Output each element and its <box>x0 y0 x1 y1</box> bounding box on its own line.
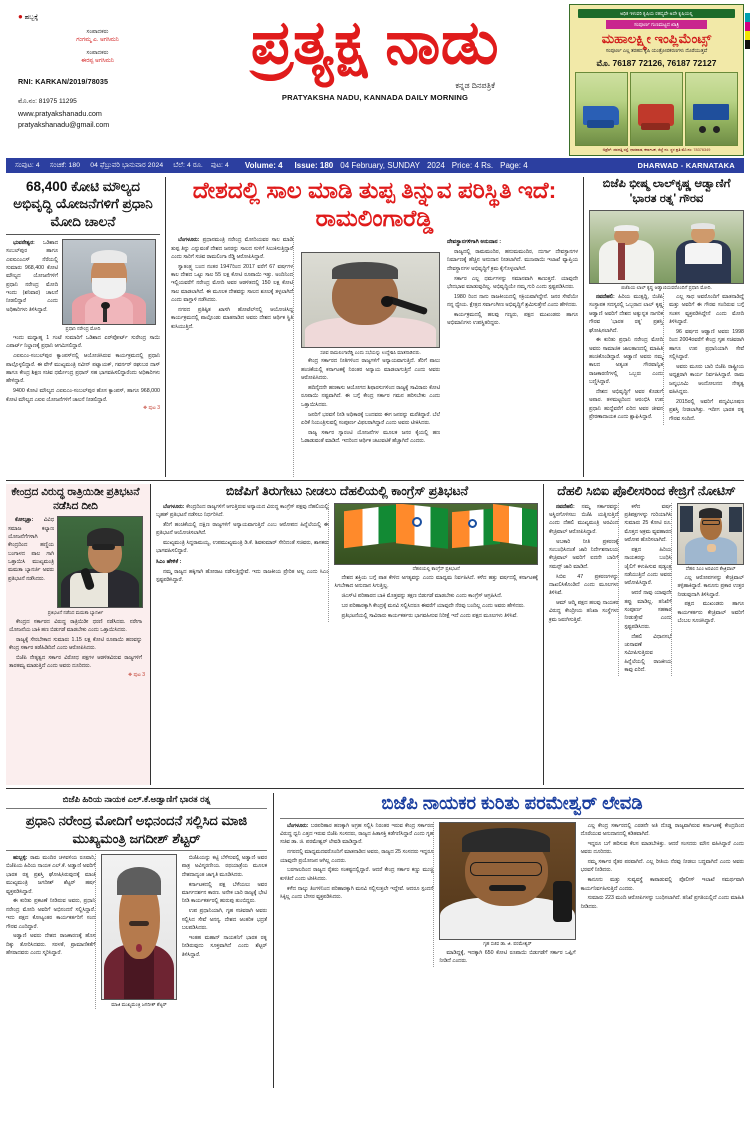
headline-congress-protest: ಬಿಜೆಪಿಗೆ ತಿರುಗೇಟು ನೀಡಲು ದೆಹಲಿಯಲ್ಲಿ ಕಾಂಗ್ರೆಸ್ ಪ್ರತಿಭಟನೆ <box>225 484 469 498</box>
body-congress-col2 <box>334 503 538 622</box>
headline-shettar-kicker: ಬಿಜೆಪಿ ಹಿರಿಯ ನಾಯಕ ಎಲ್.ಕೆ.ಅಡ್ವಾಣಿಗೆ ಭಾರತ ರತ್ನ <box>62 794 211 804</box>
info-volume-kn: ಸಂಪುಟ: 4 <box>15 161 40 169</box>
caption-modi-advani: ಬಿಜೆಪಿಯ ಲಾಲ್ ಕೃಷ್ಣ ಆಡ್ವಾಣಿಯವರೊಂದಿಗೆ ಪ್ರಧಾನಿ ಮೋದಿ. <box>621 285 712 291</box>
body-advani-col1 <box>589 293 664 424</box>
end-mark-mamata: ❖ ಪುಟ 3 <box>128 672 145 679</box>
body-kejriwal-p5: ಕಳೆದ ವರ್ಷ ಪ್ರತಿಪಕ್ಷಗಳನ್ನು ಗುರಿಯಾಗಿಸಿ ಸುಮಾರು 25 ಕೋಟಿ ರೂ. ಮೊತ್ತದ ಅಕ್ರಮ ವ್ಯವಹಾರದ ಆರೋಪ ಹೊರಿಸಲಾಗಿದೆ. <box>624 503 672 544</box>
bullet-icon: ● <box>18 12 23 21</box>
body-reddy-p6: ಜನರಿಗೆ ಭರವಸೆ ನೀಡಿ ಅಧಿಕಾರಕ್ಕೆ ಬಂದವರು ಈಗ ಜನರನ್ನು ಮರೆತಿದ್ದಾರೆ. ಬೆಲೆ ಏರಿಕೆ ನಿಯಂತ್ರಿಸುವಲ್ಲಿ ಸಂಪೂರ್ಣ ವಿಫಲರಾಗಿದ್ದಾರೆ ಎಂದು ಅವರು ಟೀಕಿಸಿದರು. <box>301 411 441 426</box>
body-advani-p5: 96 ವರ್ಷದ ಆಡ್ವಾಣಿ ಅವರು 1998 ರಿಂದ 2004ರವರೆಗೆ ಕೇಂದ್ರ ಗೃಹ ಸಚಿವರಾಗಿ ಹಾಗೂ ಉಪ ಪ್ರಧಾನಿಯಾಗಿ ಸೇವೆ ಸಲ್ಲಿಸಿದ್ದಾರೆ. <box>669 329 744 361</box>
photo-congress-flags <box>334 503 538 565</box>
photo-modi-advani <box>589 210 744 284</box>
ad-product-photos <box>572 72 741 146</box>
editor-label-1: ಸಂಪಾದಕರು <box>86 29 109 35</box>
body-reddy-col3 <box>447 236 578 477</box>
body-parameshwar-p9: ಕಾನೂನು ಮತ್ತು ಸುವ್ಯವಸ್ಥೆ ಕಾಪಾಡುವಲ್ಲಿ ಪೊಲೀಸ್ ಇಲಾಖೆ ಸಮರ್ಥವಾಗಿ ಕಾರ್ಯನಿರ್ವಹಿಸುತ್ತಿದೆ ಎಂದರು. <box>580 877 744 892</box>
body-shettar-p3: ಅಡ್ವಾಣಿ ಅವರು ದೇಶದ ರಾಜಕಾರಣಕ್ಕೆ ಹೊಸ ದಿಕ್ಕು ತೋರಿಸಿದವರು. ಸರಳತೆ, ಪ್ರಾಮಾಣಿಕತೆಗೆ ಹೆಸರಾದವರು ಎಂದು ಸ್ಮರಿಸಿದ್ದಾರೆ. <box>6 933 96 957</box>
body-parameshwar-p2: ನಗರದಲ್ಲಿ ಮಾಧ್ಯಮದವರೊಂದಿಗೆ ಮಾತನಾಡಿದ ಅವರು, ರಾಜ್ಯದ 25 ಸಂಸದರು ಇದ್ದರೂ ಯಾವುದೇ ಪ್ರಯೋಜನ ಆಗಿಲ್ಲ ಎಂದರು. <box>280 849 434 864</box>
body-congress-p1: ಕೇಂದ್ರದಿಂದ ರಾಜ್ಯಗಳಿಗೆ ಆಗುತ್ತಿರುವ ಅನ್ಯಾಯದ ವಿರುದ್ಧ ಕಾಂಗ್ರೆಸ್ ಪಕ್ಷವು ದೆಹಲಿಯಲ್ಲಿ ಬೃಹತ್ ಪ್ರತಿಭಟನೆ ನಡೆಸಲು ನಿರ್ಧರಿಸಿದೆ. <box>156 503 329 518</box>
body-parameshwar-p7: ಇದ್ದರೂ ಬಗೆ ಹರಿಸುವ ಕೆಲಸ ಮಾಡಬೇಕಿತ್ತು. ಆದರೆ ಸಂಸದರು ಮೌನ ವಹಿಸಿದ್ದಾರೆ ಎಂದು ಅವರು ದೂರಿದರು. <box>580 840 744 856</box>
body-modi-p3: ಎಐಐಎಂ-ಸಂಬಲ್‌ಪುರ ಕ್ಯಾಂಪಸ್‌ನಲ್ಲಿ ಆಯೋಜಿಸಿರುವ ಕಾರ್ಯಕ್ರಮದಲ್ಲಿ ಪ್ರಧಾನಿ ಪಾಲ್ಗೊಳ್ಳಲಿದ್ದಾರೆ. ಈ ವೇಳೆ ಮುಖ್ಯಮಂತ್ರಿ ನವೀನ್ ಪಟ್ನಾಯಕ್, ಗವರ್ನರ್ ರಘುಬರ ದಾಸ್ ಹಾಗೂ ಕೇಂದ್ರ ಶಿಕ್ಷಣ ಸಚಿವ ಧರ್ಮೇಂದ್ರ ಪ್ರಧಾನ್ ಸಹ ಭಾಗವಹಿಸಲಿದ್ದಾರೆಂದು ಅಧಿಕಾರಿಗಳು ಹೇಳಿದ್ದಾರೆ. <box>6 353 160 385</box>
ad-banner-green: ಅಧಿಕ ಇಳುವರಿ ಕೃಷಿಯ ರಹಸ್ಯವೇ ಅದೇ ಕೃಷಿಯಲ್ಲಿ <box>578 9 735 18</box>
body-kejriwal-p7: ಆದರೆ ನಾವು ಯಾವುದೇ ತಪ್ಪು ಮಾಡಿಲ್ಲ. ತನಿಖೆಗೆ ಸಂಪೂರ್ಣ ಸಹಕಾರ ನೀಡುತ್ತೇವೆ ಎಂದು ಸ್ಪಷ್ಟಪಡಿಸಿದರು. <box>624 590 672 630</box>
body-mamata-p1: ವಿವಿಧ ಸಮಾಜ ಕಲ್ಯಾಣ ಯೋಜನೆಗೆಗಳಾಗಿ ಕೇಂದ್ರದಿಂದ ಹಣ್ಣಿಯ ಬಂಗಾಳದ ಪಾಲ ಗಾಗಿ ಒತ್ತಾಯಿಸಿ ಮುಖ್ಯಮಂತ್ರಿ ಮಮತಾ ಬ್ಯಾನರ್ಜಿ ಅವರು ಪ್ರತಿಭಟನೆ ನಡೆಸಿದರು. <box>8 517 54 582</box>
dateline-hubballi: ಹುಬ್ಬಳ್ಳಿ: <box>13 855 28 862</box>
body-reddy-p11: ಕಾರ್ಯಕ್ರಮದಲ್ಲಿ ಹಲವು ಗಣ್ಯರು, ಪಕ್ಷದ ಮುಖಂಡರು ಹಾಗೂ ಅಭಿಮಾನಿಗಳು ಉಪಸ್ಥಿತರಿದ್ದರು. <box>447 312 578 327</box>
body-parameshwar-p1: ಬರಪರಿಹಾರ ಹಣಕ್ಕಾಗಿ ಅಗ್ರಹ ಸಲ್ಲಿಸಿ ನಿರಂತರ ಇರುವ ಕೇಂದ್ರ ಸರ್ಕಾರದ ವಿರುದ್ಧ ಧ್ವನಿ ಎತ್ತದ ಇರುವ ಬಿಜೆಪಿ ಸಂಸದರು, ರಾಜ್ಯದ ಹಿತಾಸಕ್ತಿ ಕಡೆಗಣಿಸಿದ್ದಾರೆ ಎಂದು ಗೃಹ ಸಚಿವ ಡಾ. ಜಿ. ಪರಮೇಶ್ವರ್ ಲೇವಡಿ ಮಾಡಿದ್ದಾರೆ. <box>280 822 434 846</box>
article-parameshwar <box>274 793 744 1088</box>
info-page-kn: ಪುಟ: 4 <box>210 161 229 169</box>
cmyk-registration-marks <box>745 13 750 49</box>
caption-ramalinga-reddy: ಸಚಿವ ರಾಮಲಿಂಗಾರೆಡ್ಡಿ ಎಂದು ಸಭೆಯನ್ನು ಉದ್ದೇಶಿಸಿ ಮಾತನಾಡಿದರು. <box>320 349 421 355</box>
contact-website[interactable]: www.pratyakshanadu.com <box>18 108 102 118</box>
body-mamata-p2: ಕೇಂದ್ರದ ಸರ್ಕಾರದ ವಿರುದ್ಧ ರಾತ್ರಿಯಿಡೀ ಧರಣಿ ನಡೆಸಿದರು. ನರೇಗಾ ಯೋಜನೆಯ ಬಾಕಿ ಹಣ ಬಿಡುಗಡೆ ಮಾಡಬೇಕು ಎಂದು ಒತ್ತಾಯಿಸಿದರು. <box>9 618 142 633</box>
body-reddy-p9: ಸರ್ಕಾರ ಎಲ್ಲ ಧರ್ಮಗಳನ್ನು ಸಮಾನವಾಗಿ ಕಾಣುತ್ತದೆ. ಯಾವುದೇ ಭೇದಭಾವ ಮಾಡುವುದಿಲ್ಲ. ಅಭಿವೃದ್ಧಿಯೇ ನಮ್ಮ ಗುರಿ ಎಂದು ಸ್ಪಷ್ಟಪಡಿಸಿದರು. <box>447 275 578 290</box>
end-mark: ❖ ಪುಟ 3 <box>143 405 160 412</box>
body-parameshwar-p3: ಬರಗಾಲದಿಂದ ರಾಜ್ಯದ ರೈತರು ಸಂಕಷ್ಟದಲ್ಲಿದ್ದಾರೆ. ಆದರೆ ಕೇಂದ್ರ ಸರ್ಕಾರ ಕಣ್ಣು ಮುಚ್ಚಿ ಕುಳಿತಿದೆ ಎಂದು ಟೀಕಿಸಿದರು. <box>280 867 434 882</box>
subhead-temple-funds: ದೇವಸ್ಥಾನಗಳಿಗಾಗಿ ಅನುದಾನ : <box>447 239 502 246</box>
contact-phone: ಮೊ.ನಂ: 81975 11295 <box>18 97 77 105</box>
body-reddy-col2 <box>301 357 440 445</box>
photo-jagadish-shettar <box>101 854 176 1000</box>
contact-email[interactable]: pratyakshanadu@gmail.com <box>18 120 110 130</box>
body-advani-p4: ಎಲ್ಲ ಸಾಧ ಅವರೊಂದಿಗೆ ಮಾತನಾಡಿದ್ದೆ ಮತ್ತು ಅವರಿಗೆ ಈ ಗೌರವ ಸಂದಿರುವ ಬಗ್ಗೆ ಸಂತಸ ವ್ಯಕ್ತಪಡಿಸಿದ್ದೇನೆ ಎಂದು ಮೋದಿ ತಿಳಿಸಿದ್ದಾರೆ. <box>669 294 744 326</box>
ad-photo-trailer <box>685 72 738 146</box>
info-page: Page: 4 <box>500 161 528 170</box>
info-issue-kn: ಸಂಚಿಕೆ: 180 <box>49 161 81 169</box>
ad-tagline: ಸಂಪೂರ್ಣ ಎಲ್ಲ ತರಹದ ಕೃಷಿ ಯಂತ್ರೋಪಕರಣಗಳು ದೊರೆಯುತ್ತವೆ <box>605 49 708 55</box>
masthead <box>6 4 744 156</box>
body-mamata <box>6 618 145 671</box>
article-shettar-congratulation <box>6 793 274 1088</box>
body-modi-projects <box>6 334 160 404</box>
body-advani-p1: ಹಿರಿಯ ಮುತ್ಸದ್ದಿ, ಬಿಜೆಪಿ ಸಂಸ್ಥಾಪಕ ಸದಸ್ಯರಲ್ಲಿ ಒಬ್ಬರಾದ ಲಾಲ್ ಕೃಷ್ಣ ಆಡ್ವಾಣಿ ಅವರಿಗೆ ದೇಶದ ಅತ್ಯುನ್ನತ ನಾಗರಿಕ ಗೌರವ 'ಭಾರತ ರತ್ನ' ಪ್ರಶಸ್ತಿ ಘೋಷಿಸಲಾಗಿದೆ. <box>589 294 664 334</box>
photo-ramalinga-reddy <box>301 252 440 348</box>
ad-photo-plough <box>575 72 628 146</box>
body-kejriwal-p1: ನಮ್ಮ ಸರ್ಕಾರವನ್ನು ಅಸ್ಥಿರಗೊಳಿಸಲು ಬಿಜೆಪಿ ಯತ್ನಿಸುತ್ತಿದೆ ಎಂದು ದೆಹಲಿ ಮುಖ್ಯಮಂತ್ರಿ ಅರವಿಂದ ಕೇಜ್ರಿವಾಲ್ ಆರೋಪಿಸಿದ್ದಾರೆ. <box>549 503 619 535</box>
body-kejriwal-p6: ಪಕ್ಷದ ಹಿರಿಯ ನಾಯಕರನ್ನು ಬಂಧಿಸಿ ಜೈಲಿಗೆ ಕಳುಹಿಸುವ ಷಡ್ಯಂತ್ರ ನಡೆಯುತ್ತಿದೆ ಎಂದು ಅವರು ಆರೋಪಿಸಿದ್ದಾರೆ. <box>624 546 672 587</box>
ad-banner-pink: ಸಂಪೂರ್ಣ ಗುಣಮಟ್ಟದ ಖಾತ್ರಿ <box>606 20 707 29</box>
body-kejriwal-col3 <box>677 503 744 676</box>
body-parameshwar-p5: ಮಾಡಿದ್ದಕ್ಕೆ, ಇದಕ್ಕಾಗಿ 650 ಕೋಟಿ ರೂಪಾಯಿ ಬಿಡುಗಡೆಗೆ ಸರ್ಕಾರ ಒಪ್ಪಿಗೆ ನೀಡಿದೆ ಎಂದರು. <box>439 949 576 965</box>
photo-mamata <box>57 516 143 608</box>
body-advani-p7: 2015ರಲ್ಲಿ ಅವರಿಗೆ ಪದ್ಮವಿಭೂಷಣ ಪ್ರಶಸ್ತಿ ನೀಡಲಾಗಿತ್ತು. ಇದೀಗ ಭಾರತ ರತ್ನ ಗೌರವ ಸಂದಿದೆ. <box>669 398 744 422</box>
photo-parameshwar <box>439 822 575 940</box>
body-reddy-p1: ಪ್ರಧಾನಮಂತ್ರಿ ನರೇಂದ್ರ ಮೋದಿಯವರ ಸಾಲ ಮಾಡಿ ತುಪ್ಪ ತಿನ್ನು ಎನ್ನುವಂತೆ ದೇಶದ ಜನರನ್ನು ಸಾಲದ ಸುಳಿಗೆ ಸಿಲುಕಿಸುತ್ತಿದ್ದಾರೆ ಎಂದು ಸಾರಿಗೆ ಸಚಿವ ರಾಮಲಿಂಗಾ ರೆಡ್ಡಿ ಆರೋಪಿಸಿದ್ದಾರೆ. <box>171 237 294 260</box>
article-congress-protest <box>151 484 544 785</box>
body-congress-p4: ನಮ್ಮ ರಾಜ್ಯದ ಹಕ್ಕಿಗಾಗಿ ಹೋರಾಟ ನಡೆಸುತ್ತಿದ್ದೇವೆ. ಇದು ರಾಜಕೀಯ ಪ್ರೇರಿತ ಅಲ್ಲ ಎಂದು ಸಿಎಂ ಸ್ಪಷ್ಟಪಡಿಸಿದ್ದಾರೆ. <box>156 568 329 583</box>
body-reddy-p5: ಹದಿನೈದನೇ ಹಣಕಾಸು ಆಯೋಗದ ಶಿಫಾರಸುಗಳಿಂದ ರಾಜ್ಯಕ್ಕೆ ಸಾವಿರಾರು ಕೋಟಿ ರೂಪಾಯಿ ನಷ್ಟವಾಗಿದೆ. ಈ ಬಗ್ಗೆ ಕೇಂದ್ರ ಸರ್ಕಾರ ಗಮನ ಹರಿಸಬೇಕು ಎಂದು ಒತ್ತಾಯಿಸಿದರು. <box>301 385 441 408</box>
editor-label-2: ಸಂಪಾದಕರು <box>86 50 109 57</box>
dateline-bengaluru-congress: ಬೆಂಗಳೂರು: <box>163 503 185 510</box>
body-kejriwal-col1 <box>549 503 619 676</box>
editor-credit-2 <box>18 50 177 65</box>
body-congress-p6: ಜಿಎಸ್‌ಟಿ ಪರಿಹಾರದ ಬಾಕಿ ಮೊತ್ತವನ್ನು ತಕ್ಷಣ ಬಿಡುಗಡೆ ಮಾಡಬೇಕು ಎಂದು ಕಾಂಗ್ರೆಸ್ ಆಗ್ರಹಿಸಿದೆ. <box>341 593 503 600</box>
info-price-kn: ಬೆಲೆ: 4 ರೂ. <box>173 161 203 169</box>
body-advani-p3: ದೇಶದ ಅಭಿವೃದ್ಧಿಗೆ ಅವರ ಕೊಡುಗೆ ಅಪಾರ. ತಳಮಟ್ಟದಿಂದ ಆರಂಭಿಸಿ ಉಪ ಪ್ರಧಾನಿ ಹುದ್ದೆವರೆಗೆ ಏರಿದ ಅವರ ಜೀವನ ಪ್ರೇರಣಾದಾಯಕ ಎಂದು ಶ್ಲಾಘಿಸಿದ್ದಾರೆ. <box>589 389 664 421</box>
dateline-bengaluru-reddy: ಬೆಂಗಳೂರು: <box>178 237 200 244</box>
body-congress-p3: ಮುಖ್ಯಮಂತ್ರಿ ಸಿದ್ದರಾಮಯ್ಯ, ಉಪಮುಖ್ಯಮಂತ್ರಿ ಡಿ.ಕೆ. ಶಿವಕುಮಾರ್ ಸೇರಿದಂತೆ ಸಚಿವರು, ಶಾಸಕರು ಭಾಗವಹಿಸಲಿದ್ದಾರೆ. <box>156 540 329 555</box>
body-kejriwal-p10: ಪಕ್ಷದ ಮುಖಂಡರು ಹಾಗೂ ಕಾರ್ಯಕರ್ತರು ಕೇಜ್ರಿವಾಲ್ ಅವರಿಗೆ ಬೆಂಬಲ ಸೂಚಿಸಿದ್ದಾರೆ. <box>677 601 744 625</box>
dateline-kolkata: ಕೋಲ್ಕತ್ತಾ: <box>15 517 34 524</box>
info-volume: Volume: 4 <box>244 161 283 170</box>
headline-kejriwal-notice: ದೆಹಲಿ ಸಿಬಿಐ ಪೊಲೀಸರಿಂದ ಕೇಜ್ರಿಗೆ ನೋಟಿಸ್ <box>557 484 736 498</box>
body-congress-text2 <box>334 574 538 620</box>
body-reddy-p3: ನಗರದ ಪ್ರತಿಷ್ಠಿತ ಖಾಸಗಿ ಹೋಟೆಲ್‌ನಲ್ಲಿ ಆಯೋಜಿಸಿದ್ದ ಕಾರ್ಯಕ್ರಮದಲ್ಲಿ ಪಾಲ್ಗೊಂಡು ಮಾತನಾಡಿದ ಅವರು ದೇಶದ ಆರ್ಥಿಕ ಸ್ಥಿತಿ ಕುಸಿಯುತ್ತಿದೆ. <box>171 307 294 330</box>
body-parameshwar-p4: ಕಳೆದ ನಾಲ್ಕು ತಿಂಗಳಿನಿಂದ ಪರಿಹಾರಕ್ಕಾಗಿ ಮನವಿ ಸಲ್ಲಿಸುತ್ತಲೇ ಇದ್ದೇವೆ. ಆದರೂ ಸ್ಪಂದನೆ ಸಿಕ್ಕಿಲ್ಲ ಎಂದು ಬೇಸರ ವ್ಯಕ್ತಪಡಿಸಿದರು. <box>280 885 434 900</box>
photo-kejriwal <box>677 503 744 565</box>
newspaper-logo: ಪ್ರತ್ಯಕ್ಷ ನಾಡು <box>250 9 500 76</box>
masthead-left-info <box>6 4 181 156</box>
info-place: DHARWAD - KARNATAKA <box>637 161 735 170</box>
caption-kejriwal: ದೆಹಲಿ ಸಿಎಂ ಅರವಿಂದ ಕೇಜ್ರಿವಾಲ್ <box>685 566 736 572</box>
body-advani-col2 <box>669 293 744 424</box>
star-note-text: ಹಬ್ಬಕ್ಕೆ <box>24 14 39 21</box>
article-ramalinga-reddy <box>166 177 584 477</box>
body-reddy-p8: ರಾಜ್ಯದಲ್ಲಿ ರಾಮಮಂದಿರ, ಹನುಮಮಂದಿರ, ದುರ್ಗಾ ದೇವಸ್ಥಾನಗಳ ನಿರ್ಮಾಣಕ್ಕೆ ಹೆಚ್ಚಿನ ಅನುದಾನ ನೀಡಲಾಗಿದೆ. ಮುಜರಾಯಿ ಇಲಾಖೆ ವ್ಯಾಪ್ತಿಯ ದೇವಸ್ಥಾನಗಳ ಅಭಿವೃದ್ಧಿಗೆ ಕ್ರಮ ಕೈಗೊಳ್ಳಲಾಗಿದೆ. <box>447 249 578 272</box>
ad-footer-address: ಅಡ್ರೆಸ್: ಸವದತ್ತಿ ರಸ್ತೆ, ಧಾರವಾಡ, ಕರ್ನಾಟಕ, ಜಿಲ್ಲೆ ನಂ. ಸ್ಥಳ ಪ್ರತಿ ಮೊ.ನಂ: 78376349 <box>572 146 741 153</box>
body-parameshwar-col2 <box>581 822 744 967</box>
body-parameshwar-under-photo <box>439 949 575 966</box>
dateline-bengaluru-parameshwar: ಬೆಂಗಳೂರು: <box>287 822 309 829</box>
masthead-star-note <box>18 12 177 22</box>
body-modi-p4: 9400 ಕೋಟಿ ಮೌಲ್ಯದ ಎಐಐಎಂ-ಸಂಬಲ್‌ಪುರ ಹೊಸ ಕ್ಯಾಂಪಸ್, ಹಾಗೂ 968,000 ಕೋಟಿ ಮೌಲ್ಯದ ಎಐಐ ಯೋಜನೆಗಳಿಗೆ ಚಾಲನೆ ನೀಡಲಿದ್ದಾರೆ. <box>6 388 160 403</box>
caption-parameshwar: ಗೃಹ ಸಚಿವ ಡಾ. ಜಿ. ಪರಮೇಶ್ವರ್ <box>483 941 532 947</box>
info-price: Price: 4 Rs. <box>451 161 494 170</box>
article-modi-projects <box>6 177 166 477</box>
body-reddy-p10: 1980 ರಿಂದ ನಾನು ರಾಜಕೀಯದಲ್ಲಿ ಸಕ್ರಿಯವಾಗಿದ್ದೇನೆ. ಜನರ ಸೇವೆಯೇ ನನ್ನ ಧ್ಯೇಯ. ಕ್ಷೇತ್ರದ ಸರ್ವಾಂಗೀಣ ಅಭಿವೃದ್ಧಿಗೆ ಶ್ರಮಿಸುತ್ತೇನೆ ಎಂದು ಹೇಳಿದರು. <box>447 293 578 309</box>
section-middle <box>6 480 744 785</box>
section-top <box>6 177 744 477</box>
headline-mamata-protest: ಕೇಂದ್ರದ ವಿರುದ್ಧ ರಾತ್ರಿಯಿಡೀ ಪ್ರತಿಭಟನೆ ನಡೆಸಿದ ದೀದಿ <box>11 486 140 512</box>
subhead-cm-statement: ಸಿಎಂ ಹೇಳಿಕೆ : <box>156 558 182 565</box>
body-shettar-p7: ಇಂತಹ ಮಹಾನ್ ನಾಯಕನಿಗೆ ಭಾರತ ರತ್ನ ನೀಡಿರುವುದು ಸೂಕ್ತವಾಗಿದೆ ಎಂದು ಶೆಟ್ಟರ್ ತಿಳಿಸಿದ್ದಾರೆ. <box>181 934 268 958</box>
body-congress-p8: ಪ್ರತಿಭಟನೆಯಲ್ಲಿ ಸಾವಿರಾರು ಕಾರ್ಯಕರ್ತರು ಭಾಗವಹಿಸುವ ನಿರೀಕ್ಷೆ ಇದೆ ಎಂದು ಪಕ್ಷದ ಮೂಲಗಳು ತಿಳಿಸಿವೆ. <box>341 612 518 619</box>
body-congress-p5: ದೇಶದ ಶಕ್ತಿಯ ಬಗ್ಗೆ ಪಾತ ಕೇಳಿದ ಅಗತ್ಯವನ್ನು ಎಂದು ಮಾಧ್ಯಮ ನಿರ್ವಹಿಸಿದೆ. ಕಳೆದ ಹತ್ತು ವರ್ಷದಲ್ಲಿ ಕರ್ನಾಟಕಕ್ಕೆ ಸಿಗಬೇಕಾದ ಅನುದಾನ ಸಿಗುತ್ತಿಲ್ಲ. <box>334 574 538 590</box>
editor-name-2: ಈರಪ್ಪ ಅಗಸಿಮನಿ <box>81 57 114 64</box>
editor-name-1: ಗಂಗಮ್ಮ ಎ. ಅಗಸಿಮನಿ <box>76 36 119 43</box>
info-issue: Issue: 180 <box>294 161 334 170</box>
masthead-subtitle-kannada: ಕನ್ನಡ ದಿನಪತ್ರಿಕೆ <box>455 80 495 90</box>
rni-number: RNI: KARKAN/2019/78035 <box>18 76 109 86</box>
section-bottom <box>6 788 744 1088</box>
article-mamata-protest <box>6 484 151 785</box>
body-mamata-p4: ಬಿಜೆಪಿ ನೇತೃತ್ವದ ಸರ್ಕಾರ ವಿರೋಧ ಪಕ್ಷಗಳ ಆಡಳಿತವಿರುವ ರಾಜ್ಯಗಳಿಗೆ ತಾರತಮ್ಯ ಮಾಡುತ್ತಿದೆ ಎಂದು ಅವರು ದೂರಿದರು. <box>9 654 142 670</box>
dateline-bhubaneswar: ಭುವನೇಶ್ವರ: <box>13 239 35 246</box>
body-modi-p2: ಇಂದು ಮಧ್ಯಾಹ್ನ 1 ಗಂಟೆ ಸುಮಾರಿಗೆ ಒಡಿಶಾದ ಏರ್‌ಪೋರ್ಟ್ ಸುರೇಂದ್ರ ಸಾಯಿ ಎಪಾರ್ಟ್ ನಿಲ್ದಾಣಕ್ಕೆ ಪ್ರಧಾನಿ ಆಗಮಿಸಲಿದ್ದಾರೆ. <box>6 335 160 350</box>
body-reddy-col1 <box>171 236 294 477</box>
body-reddy-p2: ಸ್ವಾತಂತ್ರ್ಯ ಬಂದ ನಂತರ 1947ರಿಂದ 2017 ವರೆಗೆ 67 ವರ್ಷಗಳ ಕಾಲ ದೇಶದ ಒಟ್ಟು ಸಾಲ 55 ಲಕ್ಷ ಕೋಟಿ ರೂಪಾಯಿ ಇತ್ತು. ಅಂದಿನಿಂದ ಇಲ್ಲಿಯವರೆಗೆ ನರೇಂದ್ರ ಮೋದಿ ಅವರ ಆಡಳಿತದಲ್ಲಿ 150 ಲಕ್ಷ ಕೋಟಿ ಸಾಲ ಮಾಡಲಾಗಿದೆ. ಈ ಮೂಲಕ ದೇಶವನ್ನು ಸಾಲದ ಶೂಲಕ್ಕೆ ತಳ್ಳಲಾಗಿದೆ ಎಂದು ವಾಗ್ದಾಳಿ ನಡೆಸಿದರು. <box>171 263 294 304</box>
article-kejriwal-notice <box>544 484 744 785</box>
body-advani-p2: ಈ ಕುರಿತು ಪ್ರಧಾನಿ ನರೇಂದ್ರ ಮೋದಿ ಅವರು ಸಾಮಾಜಿಕ ಜಾಲತಾಣದಲ್ಲಿ ಮಾಹಿತಿ ಹಂಚಿಕೊಂಡಿದ್ದಾರೆ. ಆಡ್ವಾಣಿ ಅವರು ನಮ್ಮ ಕಾಲದ ಅತ್ಯಂತ ಗೌರವಾನ್ವಿತ ರಾಜಕಾರಣಿಗಳಲ್ಲಿ ಒಬ್ಬರು ಎಂದು ಬಣ್ಣಿಸಿದ್ದಾರೆ. <box>589 337 664 386</box>
headline-modi-projects: 68,400 ಕೋಟಿ ಮೌಲ್ಯದ ಅಭಿವೃದ್ಧಿ ಯೋಜನೆಗಳಿಗೆ ಪ್ರಧಾನಿ ಮೋದಿ ಚಾಲನೆ <box>13 179 153 229</box>
photo-modi <box>62 239 156 325</box>
article-advani-bharat-ratna <box>584 177 744 477</box>
caption-mamata: ಪ್ರತಿಭಟನೆ ನಡೆಸಿದ ಮಮತಾ ಬ್ಯಾನರ್ಜಿ <box>47 609 104 615</box>
body-kejriwal-p9: ಎಲ್ಲ ಆರೋಪಗಳನ್ನು ಕೇಜ್ರಿವಾಲ್ ತಳ್ಳಿಹಾಕಿದ್ದಾರೆ. ಕಾನೂನು ಪ್ರಕಾರ ಉತ್ತರ ನೀಡುವುದಾಗಿ ತಿಳಿಸಿದ್ದಾರೆ. <box>677 574 744 598</box>
photo-col-parameshwar <box>439 822 575 967</box>
body-shettar-col2 <box>182 854 267 1009</box>
headline-parameshwar: ಬಿಜೆಪಿ ನಾಯಕರ ಕುರಿತು ಪರಮೇಶ್ವರ್ ಲೇವಡಿ <box>381 793 643 813</box>
body-kejriwal-text3 <box>677 574 744 626</box>
editor-credit-1 <box>18 29 177 44</box>
headline-advani-bharat-ratna: ಬಿಜೆಪಿ ಭೀಷ್ಮ ಲಾಲ್‌ಕೃಷ್ಣ ಆಡ್ವಾಣಿಗೆ 'ಭಾರತ ರತ್ನ' ಗೌರವ <box>602 178 731 205</box>
masthead-contact <box>18 97 177 132</box>
dateline-newdelhi-advani: ನವದೆಹಲಿ: <box>596 294 615 301</box>
body-shettar-p1: ರಾಮ ಮಂದಿರ ಚಳವಳಿಯ ರೂವಾರಿ, ಬಿಜೆಪಿಯ ಹಿರಿಯ ನಾಯಕ ಎಲ್.ಕೆ. ಅಡ್ವಾಣಿ ಅವರಿಗೆ ಭಾರತ ರತ್ನ ಪ್ರಶಸ್ತಿ ಘೋಷಿಸಿರುವುದಕ್ಕೆ ಮಾಜಿ ಮುಖ್ಯಮಂತ್ರಿ ಜಗದೀಶ್ ಶೆಟ್ಟರ್ ಹರ್ಷ ವ್ಯಕ್ತಪಡಿಸಿದ್ದಾರೆ. <box>6 855 96 895</box>
body-shettar-p6: ಉಪ ಪ್ರಧಾನಿಯಾಗಿ, ಗೃಹ ಸಚಿವರಾಗಿ ಅವರು ಸಲ್ಲಿಸಿದ ಸೇವೆ ಅನನ್ಯ. ದೇಶದ ಆಂತರಿಕ ಭದ್ರತೆ ಬಲಪಡಿಸಿದರು. <box>181 908 268 931</box>
body-shettar-p5: ಕರ್ನಾಟಕದಲ್ಲಿ ಪಕ್ಷ ಬೆಳೆಯಲು ಅವರ ಮಾರ್ಗದರ್ಶನ ಕಾರಣ. ಅನೇಕ ಬಾರಿ ರಾಜ್ಯಕ್ಕೆ ಭೇಟಿ ನೀಡಿ ಕಾರ್ಯಕರ್ತರಲ್ಲಿ ಹುರುಪು ತುಂಬಿದ್ದರು. <box>181 881 268 905</box>
body-parameshwar-p6: ಎಲ್ಲ ಕೇಂದ್ರ ಸರ್ಕಾರದಲ್ಲಿ ಎರಡನೇ ಅತಿ ದೊಡ್ಡ ರಾಜ್ಯವಾಗಿರುವ ಕರ್ನಾಟಕಕ್ಕೆ ಕೇಂದ್ರದಿಂದ ದೊರೆಯುವ ಅನುದಾನದಲ್ಲಿ ಕಡಿತವಾಗಿದೆ. <box>580 822 744 837</box>
photo-col-reddy <box>299 236 442 477</box>
headline-shettar-main: ಪ್ರಧಾನಿ ನರೇಂದ್ರ ಮೋದಿಗೆ ಅಭಿನಂದನೆ ಸಲ್ಲಿಸಿದ ಮಾಜಿ ಮುಖ್ಯಮಂತ್ರಿ ಜಗದೀಶ್ ಶೆಟ್ಟರ್ <box>25 813 248 846</box>
ad-photo-rotavator <box>630 72 683 146</box>
body-shettar-p4: ಬಿಜೆಪಿಯನ್ನು ಕಟ್ಟಿ ಬೆಳೆಸುವಲ್ಲಿ ಅಡ್ವಾಣಿ ಅವರ ಪಾತ್ರ ಅವಿಸ್ಮರಣೀಯ. ರಥಯಾತ್ರೆಯ ಮೂಲಕ ದೇಶದಾದ್ಯಂತ ಜಾಗೃತಿ ಮೂಡಿಸಿದರು. <box>181 855 268 878</box>
body-congress-col1 <box>156 503 329 622</box>
body-kejriwal-col2 <box>624 503 672 676</box>
headline-ramalinga-reddy: ದೇಶದಲ್ಲಿ ಸಾಲ ಮಾಡಿ ತುಪ್ಪ ತಿನ್ನುವ ಪರಿಸ್ಥಿತಿ ಇದೆ: ರಾಮಲಿಂಗಾರೆಡ್ಡಿ <box>192 177 557 231</box>
body-reddy-p4: ಕೇಂದ್ರ ಸರ್ಕಾರದ ನೀತಿಗಳಿಂದ ರಾಜ್ಯಗಳಿಗೆ ಅನ್ಯಾಯವಾಗುತ್ತಿದೆ. ತೆರಿಗೆ ಪಾಲು ಹಂಚಿಕೆಯಲ್ಲಿ ಕರ್ನಾಟಕಕ್ಕೆ ನಿರಂತರ ಅನ್ಯಾಯ ಮಾಡಲಾಗುತ್ತಿದೆ ಎಂದು ಅವರು ಆರೋಪಿಸಿದರು. <box>301 358 441 382</box>
body-kejriwal-p4: ಆಮ್ ಆದ್ಮಿ ಪಕ್ಷದ ಹಲವು ನಾಯಕರ ವಿರುದ್ಧ ಕೇಂದ್ರೀಯ ತನಿಖಾ ಸಂಸ್ಥೆಗಳು ಕ್ರಮ ಜರುಗಿಸುತ್ತಿವೆ. <box>549 600 619 623</box>
ad-title: ಮಹಾಲಕ್ಷ್ಮೀ ಇಂಪ್ಲಿಮೆಂಟ್ಸ್ <box>601 31 712 46</box>
masthead-subtitle-english: PRATYAKSHA NADU, KANNADA DAILY MORNING <box>281 92 469 102</box>
body-kejriwal-p2: ಅಬಕಾರಿ ನೀತಿ ಪ್ರಕರಣಕ್ಕೆ ಸಂಬಂಧಿಸಿದಂತೆ ಜಾರಿ ನಿರ್ದೇಶನಾಲಯ ಕೇಜ್ರಿವಾಲ್ ಅವರಿಗೆ ಐದನೇ ಬಾರಿಗೆ ಸಮನ್ಸ್ ಜಾರಿ ಮಾಡಿದೆ. <box>549 538 619 570</box>
body-shettar-p2: ಈ ಕುರಿತು ಪ್ರಕಟಣೆ ನೀಡಿರುವ ಅವರು, ಪ್ರಧಾನಿ ನರೇಂದ್ರ ಮೋದಿ ಅವರಿಗೆ ಅಭಿನಂದನೆ ಸಲ್ಲಿಸಿದ್ದಾರೆ. ಇದು ಪಕ್ಷದ ಕೋಟ್ಯಂತರ ಕಾರ್ಯಕರ್ತರಿಗೆ ಸಂದ ಗೌರವ ಎಂದಿದ್ದಾರೆ. <box>6 898 96 930</box>
body-shettar-col1 <box>6 854 96 1009</box>
issue-info-bar <box>6 158 744 173</box>
body-advani-p6: ಅವರು ಮೂರು ಬಾರಿ ಬಿಜೆಪಿ ರಾಷ್ಟ್ರೀಯ ಅಧ್ಯಕ್ಷರಾಗಿ ಕಾರ್ಯ ನಿರ್ವಹಿಸಿದ್ದಾರೆ. ರಾಮ ಜನ್ಮಭೂಮಿ ಆಂದೋಲನದ ನೇತೃತ್ವ ವಹಿಸಿದ್ದರು. <box>669 363 744 396</box>
body-reddy-p7: ರಾಜ್ಯ ಸರ್ಕಾರ ಗ್ಯಾರಂಟಿ ಯೋಜನೆಗಳ ಮೂಲಕ ಜನರ ಕೈಯಲ್ಲಿ ಹಣ ಓಡಾಡುವಂತೆ ಮಾಡಿದೆ. ಇದರಿಂದ ಆರ್ಥಿಕ ಚಟುವಟಿಕೆ ಹೆಚ್ಚಾಗಿದೆ ಎಂದರು. <box>301 429 441 445</box>
body-mamata-p3: ರಾಜ್ಯಕ್ಕೆ ಸೇರಬೇಕಾದ ಸುಮಾರು 1.15 ಲಕ್ಷ ಕೋಟಿ ರೂಪಾಯಿ ಹಣವನ್ನು ಕೇಂದ್ರ ಸರ್ಕಾರ ತಡೆಹಿಡಿದಿದೆ ಎಂದು ಆರೋಪಿಸಿದರು. <box>9 636 142 652</box>
body-kejriwal-p3: ಸಿಬಿಐ 47 ಪ್ರಕರಣಗಳನ್ನು ದಾಖಲಿಸಿಕೊಂಡಿದೆ ಎಂದು ಮೂಲಗಳು ತಿಳಿಸಿವೆ. <box>549 573 619 597</box>
body-parameshwar-col1 <box>280 822 434 967</box>
info-date-kn: 04 ಫೆಬ್ರುವರಿ ಭಾನುವಾರ 2024 <box>90 161 164 169</box>
body-congress-p7: ಬರ ಪರಿಹಾರಕ್ಕಾಗಿ ಕೇಂದ್ರಕ್ಕೆ ಮನವಿ ಸಲ್ಲಿಸಿದರೂ ಈವರೆಗೆ ಯಾವುದೇ ನೆರವು ಬಂದಿಲ್ಲ ಎಂದು ಅವರು ಹೇಳಿದರು. <box>341 602 525 609</box>
body-parameshwar-p8: ನಮ್ಮ ಸರ್ಕಾರ ರೈತರ ಪರವಾಗಿದೆ. ಎಲ್ಲ ರೀತಿಯ ನೆರವು ನೀಡಲು ಬದ್ಧವಾಗಿದೆ ಎಂದು ಅವರು ಭರವಸೆ ನೀಡಿದರು. <box>580 859 744 874</box>
masthead-logo-block <box>181 4 569 156</box>
body-congress-p2: ತೆರಿಗೆ ಹಂಚಿಕೆಯಲ್ಲಿ ದಕ್ಷಿಣ ರಾಜ್ಯಗಳಿಗೆ ಅನ್ಯಾಯವಾಗುತ್ತಿದೆ ಎಂಬ ಆರೋಪದ ಹಿನ್ನೆಲೆಯಲ್ಲಿ ಈ ಪ್ರತಿಭಟನೆ ಆಯೋಜಿಸಲಾಗಿದೆ. <box>156 521 329 537</box>
caption-jagadish-shettar: ಮಾಜಿ ಮುಖ್ಯಮಂತ್ರಿ ಜಗದೀಶ್ ಶೆಟ್ಟರ್ <box>111 1001 167 1007</box>
masthead-advertisement[interactable] <box>569 4 744 156</box>
info-date: 04 February, SUNDAY <box>340 161 420 170</box>
photo-col-shettar <box>101 854 176 1009</box>
body-kejriwal-p8: ದೆಹಲಿ ವಿಧಾನಸಭೆ ಚುನಾವಣೆ ಸಮೀಪಿಸುತ್ತಿರುವ ಹಿನ್ನೆಲೆಯಲ್ಲಿ ರಾಜಕೀಯ ಕಾವು ಏರಿದೆ. <box>624 633 672 673</box>
body-modi-p1: ಒಡಿಶಾದ ಸಂಬಲ್‌ಪುರ ಹಾಗೂ ಎಐಐಎಂಎಸ್ ನೆರೆಯಲ್ಲಿ ಸುಮಾರು 968,400 ಕೋಟಿ ಮೌಲ್ಯದ ಯೋಜನೆಗಳಿಗೆ ಪ್ರಧಾನಿ ನರೇಂದ್ರ ಮೋದಿ ಇಂದು (ಶನಿವಾರ) ಚಾಲನೆ ನೀಡಲಿದ್ದಾರೆ ಎಂದು ಅಧಿಕಾರಿಗಳು ತಿಳಿಸಿದ್ದಾರೆ. <box>6 239 58 313</box>
body-parameshwar-p10: ಸುಮಾರು 223 ಮಂದಿ ಆರೋಪಿಗಳನ್ನು ಬಂಧಿಸಲಾಗಿದೆ. ತನಿಖೆ ಪ್ರಗತಿಯಲ್ಲಿದೆ ಎಂದು ಮಾಹಿತಿ ನೀಡಿದರು. <box>580 895 744 910</box>
ad-phone: ಮೊ. 76187 72126, 76187 72127 <box>596 57 717 68</box>
caption-modi: ಪ್ರಧಾನಿ ನರೇಂದ್ರ ಮೋದಿ <box>65 326 101 332</box>
dateline-newdelhi-kejriwal: ನವದೆಹಲಿ: <box>556 503 575 510</box>
info-year: 2024 <box>426 161 445 170</box>
caption-congress-flags: ದೆಹಲಿಯಲ್ಲಿ ಕಾಂಗ್ರೆಸ್ ಪ್ರತಿಭಟನೆ <box>412 566 460 572</box>
